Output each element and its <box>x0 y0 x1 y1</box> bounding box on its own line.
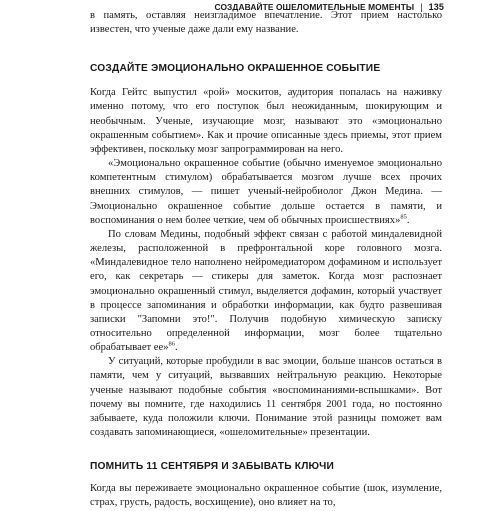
paragraph-medina-quote: «Эмоционально окрашенное событие (обычно именуемое эмоционально компетентным стимулом) обрабатывается мозгом лучше всех прочих внешних стимулов, — пишет ученый-нейробиолог Джон Медина. — Эмоционально окрашенное событие дольше остается в памяти, и воспоминания о нем более четкие, чем об обычных происшествиях»$^{85}$. <box>90 158 442 226</box>
section-heading-remember-september: ПОМНИТЬ 11 СЕНТЯБРЯ И ЗАБЫВАТЬ КЛЮЧИ <box>90 461 335 473</box>
section-heading-emotional-event: СОЗДАЙТЕ ЭМОЦИОНАЛЬНО ОКРАШЕННОЕ СОБЫТИЕ <box>90 63 381 75</box>
paragraph-flashbulb-memories: У ситуаций, которые пробудили в вас эмоции, больше шансов остаться в памяти, чем у ситуаций, вызвавших нейтральную реакцию. Некоторые ученые называют подобные события «воспоминаниями-вспышками». Вот почему вы помните, где находились 11 сентября 2001 года, но постоянно забываете, куда положили ключи. Понимание этой разницы поможет вам создавать запоминающиеся, «ошеломительные» презентации. <box>90 356 442 439</box>
header-separator: | <box>420 2 423 12</box>
footnote-ref-85: 85 <box>400 213 407 221</box>
paragraph-amygdala: По словам Медины, подобный эффект связан с работой миндалевидной железы, расположенной в префронтальной коре головного мозга. «Миндалевидное тело наполнено нейромедиатором дофамином и использует его, как секретарь — стикеры для заметок. Когда мозг распознает эмоционально окрашенный стимул, выделяется дофамин, который участвует в процессе запоминания и обработки информации, как будто развешивая записки "Запомни это!". Получив подобную химическую записку относительно определенной информации, мозг более тщательно обрабатывает ее»$^{86}$. <box>90 228 442 354</box>
medina-quote-text: «Эмоционально окрашенное событие (обычно именуемое эмоционально компетентным стимулом) обрабатывается мозгом лучше всех прочих внешних стимулов, — пишет ученый-нейробиолог Джон Медина. — Эмоционально окрашенное событие дольше остается в памяти, и воспоминания о нем более четкие, чем об обычных происшествиях» <box>90 158 442 226</box>
running-title: СОЗДАВАЙТЕ ОШЕЛОМИТЕЛЬНЫЕ МОМЕНТЫ <box>214 2 415 12</box>
amygdala-text: По словам Медины, подобный эффект связан с работой миндалевидной железы, расположенной в префронтальной коре головного мозга. «Миндалевидное тело наполнено нейромедиатором дофамином и использует его, как секретарь — стикеры для заметок. Когда мозг распознает эмоционально окрашенный стимул, выделяется дофамин, который участвует в процессе запоминания и обработки информации, как будто развешивая записки "Запомни это!". Получив подобную химическую записку относительно определенной информации, мозг более тщательно обрабатывает ее» <box>90 228 442 354</box>
paragraph-emotional-experience: Когда вы переживаете эмоционально окрашенное событие (шок, изумление, страх, грусть, радость, восхищение), оно влияет на то, <box>90 483 442 509</box>
footnote-ref-86: 86 <box>168 340 175 348</box>
page-number: 135 <box>428 2 444 12</box>
paragraph-continued: в память, оставляя неизгладимое впечатление. Этот прием настолько известен, что ученые даже дали ему название. <box>90 10 442 36</box>
paragraph-gates-mosquitoes: Когда Гейтс выпустил «рой» москитов, аудитория попалась на наживку именно потому, что его поступок был неожиданным, шокирующим и необычным. Ученые, изучающие мозг, называют это «эмоционально окрашенным событием». Как и прочие описанные здесь приемы, этот прием эффективен, поскольку мозг запрограммирован на него. <box>90 87 442 155</box>
page-body <box>90 9 442 511</box>
